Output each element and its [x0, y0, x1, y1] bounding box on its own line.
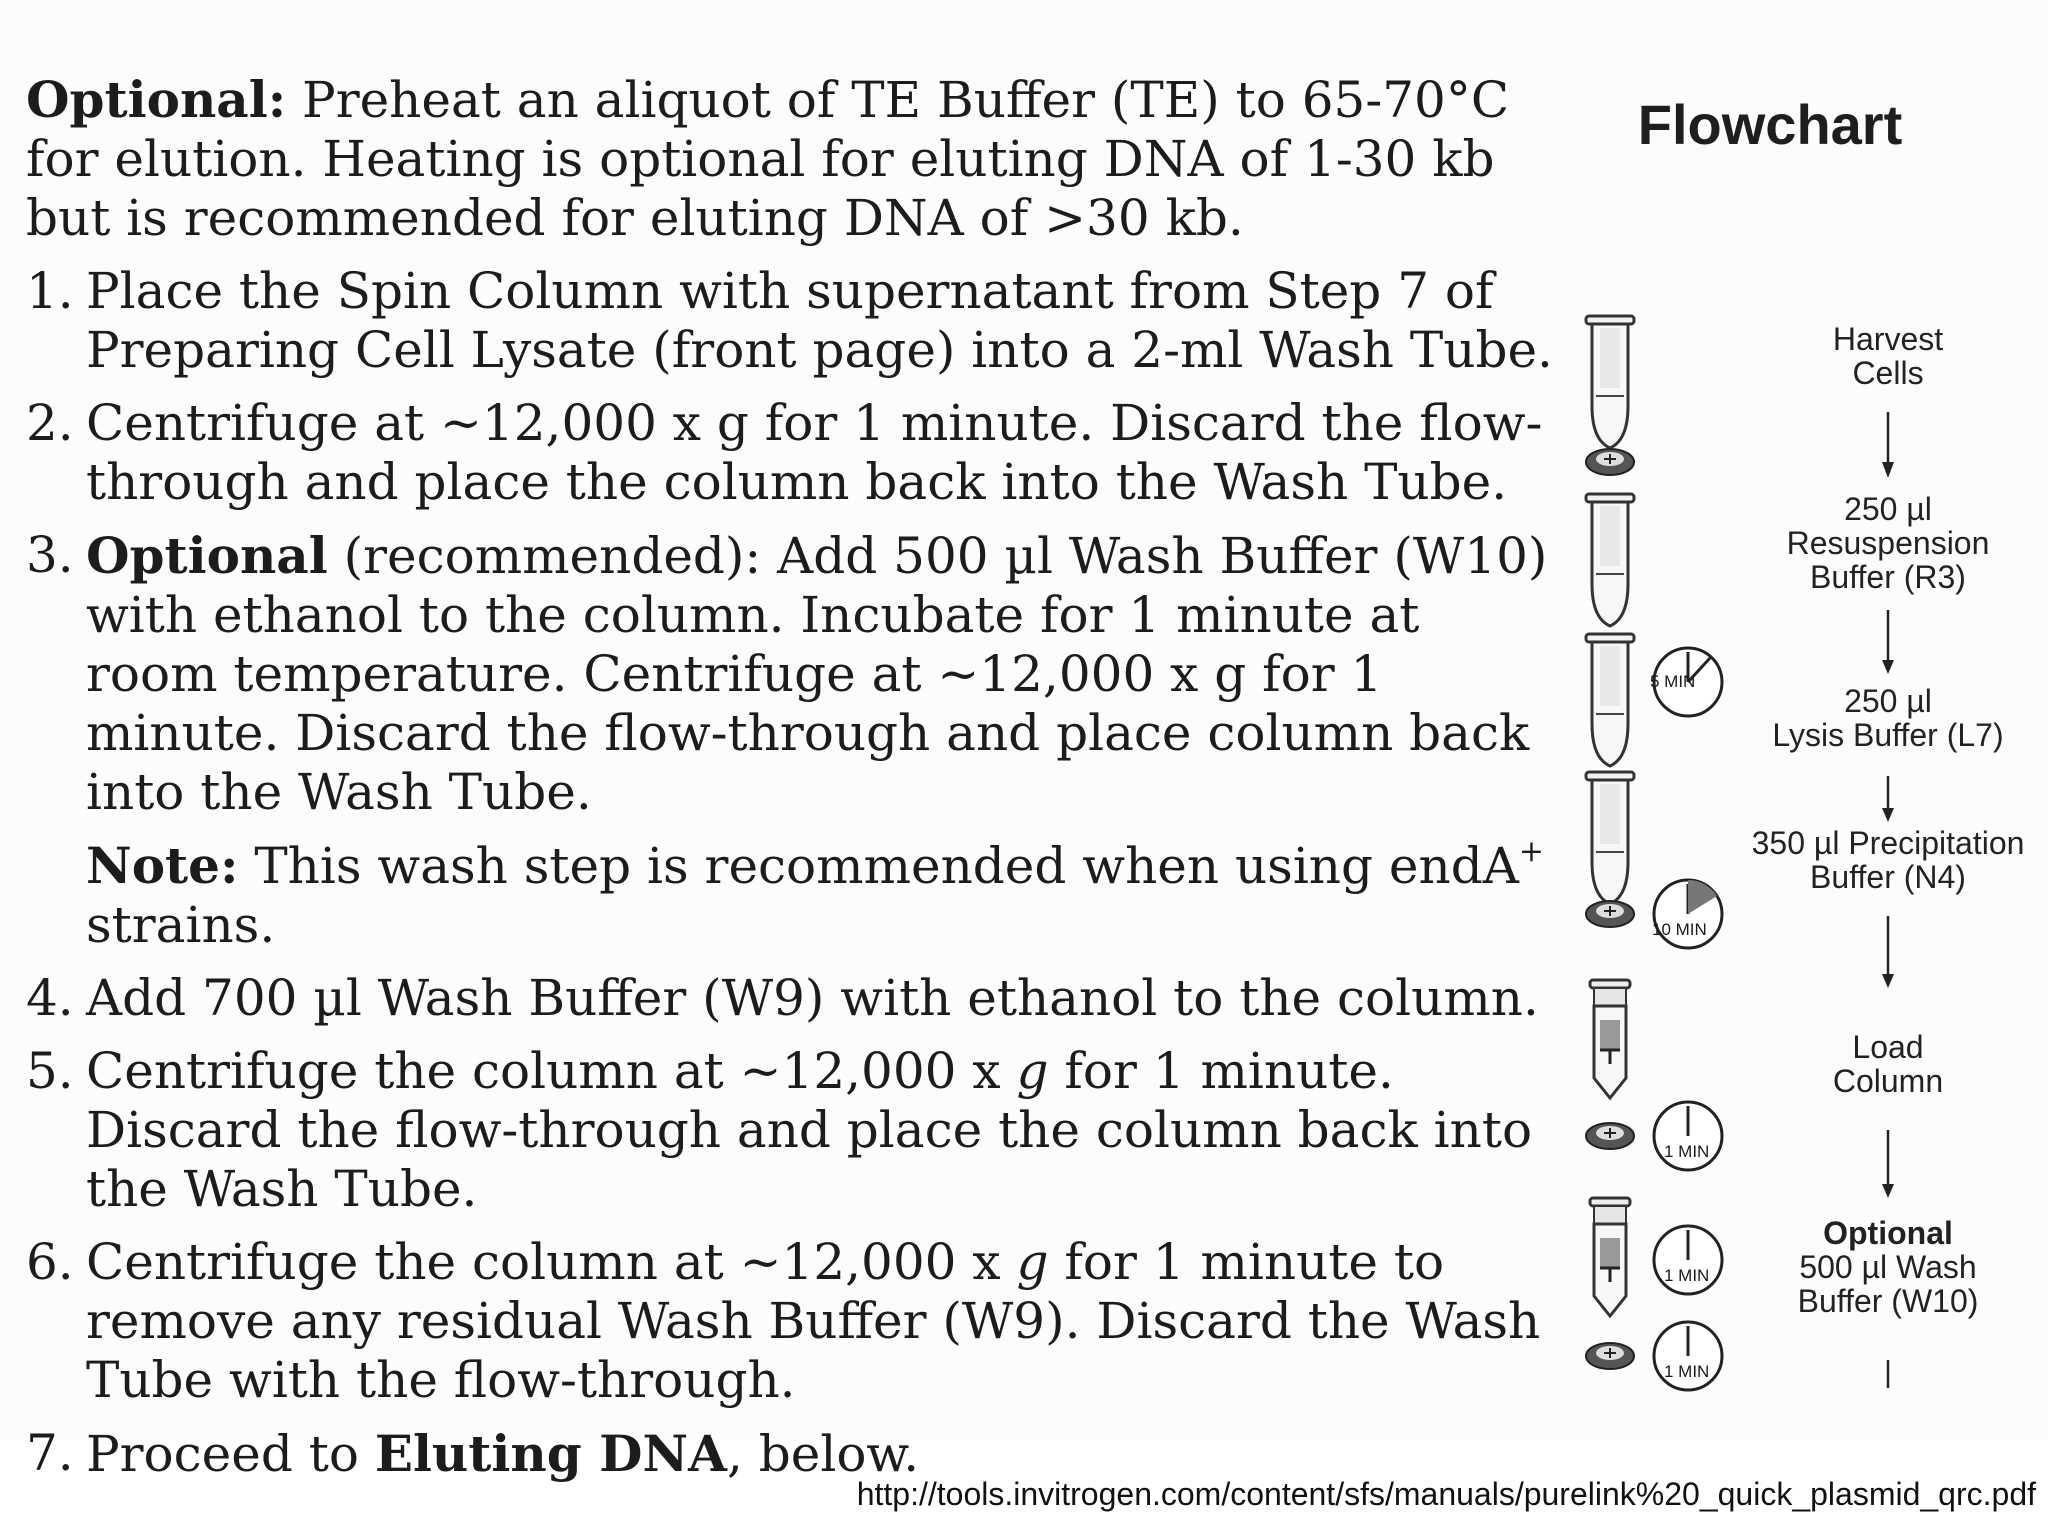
- step-6: [26, 1233, 1566, 1410]
- flow-line: 500 µl Wash: [1799, 1249, 1977, 1285]
- flowchart: [1570, 70, 2048, 1410]
- tube-icon: [1586, 316, 1634, 448]
- note-text: This wash step is recommended when using endA: [238, 837, 1519, 895]
- flow-line: Buffer (R3): [1810, 559, 1966, 595]
- protocol-text: [26, 70, 1566, 1498]
- tube-icon: [1586, 634, 1634, 766]
- timer-label: 1 MIN: [1664, 1142, 1710, 1161]
- intro-bold: Optional:: [26, 70, 287, 129]
- step-number: 1.: [26, 262, 74, 320]
- spin-column-icon: [1590, 980, 1630, 1098]
- step-text: Place the Spin Column with supernatant from Step 7 of Preparing Cell Lysate (front page) into a 2-ml Wash Tube.: [86, 262, 1553, 379]
- flow-line: Optional: [1823, 1215, 1953, 1251]
- flow-line: Buffer (N4): [1810, 859, 1966, 895]
- flow-line: Load: [1852, 1029, 1924, 1065]
- flow-line: Cells: [1852, 355, 1924, 391]
- timer-label: 1 MIN: [1664, 1362, 1710, 1381]
- step-italic: g: [1016, 1042, 1049, 1100]
- step-2: [26, 394, 1566, 512]
- note-superscript: +: [1518, 833, 1544, 869]
- step-number: 4.: [26, 969, 74, 1027]
- flow-line: Lysis Buffer (L7): [1772, 717, 2004, 753]
- step-bold: Eluting DNA: [374, 1424, 727, 1483]
- step-number: 3.: [26, 526, 74, 584]
- flow-step-precipitation: [1728, 826, 2048, 894]
- step-italic: g: [1016, 1233, 1049, 1291]
- step-text: for 1 minute to remove any residual Wash Buffer (W9). Discard the Wash Tube with the flow-through.: [86, 1233, 1541, 1409]
- centrifuge-icon: [1586, 901, 1634, 927]
- flowchart-title: Flowchart: [1637, 93, 1903, 156]
- step-text: , below.: [726, 1425, 920, 1483]
- step-text: Centrifuge at ~12,000 x g for 1 minute. Discard the flow-through and place the column back into the Wash Tube.: [86, 394, 1543, 511]
- step-3: [26, 526, 1566, 955]
- flow-step-load-column: [1728, 1030, 2048, 1098]
- flow-line: 250 µl: [1844, 491, 1932, 527]
- timer-label: 5 MIN: [1650, 672, 1696, 691]
- note-label: Note:: [86, 836, 239, 895]
- step-bold: Optional: [86, 526, 328, 585]
- tube-icon: [1586, 494, 1634, 626]
- step-text-pre: Centrifuge the column at ~12,000 x: [86, 1042, 1017, 1100]
- step-number: 6.: [26, 1233, 74, 1291]
- step-note: [86, 833, 1566, 955]
- flow-line: 250 µl: [1844, 683, 1932, 719]
- step-text-pre: Proceed to: [86, 1425, 375, 1483]
- flow-line: Buffer (W10): [1797, 1283, 1979, 1319]
- flow-step-harvest: [1728, 322, 2048, 390]
- intro-paragraph: [26, 70, 1566, 248]
- steps-list: [26, 262, 1566, 1484]
- flow-line: 350 µl Precipitation: [1751, 825, 2025, 861]
- step-text: for 1 minute. Discard the flow-through and place the column back into the Wash Tube.: [86, 1042, 1533, 1218]
- source-url[interactable]: http://tools.invitrogen.com/content/sfs/manuals/purelink%20_quick_plasmid_qrc.pdf: [856, 1476, 2036, 1512]
- tube-icon: [1586, 772, 1634, 904]
- step-number: 2.: [26, 394, 74, 452]
- step-1: [26, 262, 1566, 380]
- step-text: Add 700 µl Wash Buffer (W9) with ethanol to the column.: [86, 969, 1539, 1027]
- spin-column-icon: [1590, 1198, 1630, 1316]
- step-text-pre: Centrifuge the column at ~12,000 x: [86, 1233, 1017, 1291]
- step-4: [26, 969, 1566, 1028]
- note-tail: strains.: [86, 896, 276, 954]
- step-7: [26, 1424, 1566, 1484]
- centrifuge-icon: [1586, 1123, 1634, 1149]
- centrifuge-icon: [1586, 1343, 1634, 1369]
- flow-line: Column: [1832, 1063, 1944, 1099]
- flow-step-resuspension: [1728, 492, 2048, 594]
- flow-step-lysis: [1728, 684, 2048, 752]
- flow-step-optional-wash: [1728, 1216, 2048, 1318]
- intro-text: Preheat an aliquot of TE Buffer (TE) to 65-70°C for elution. Heating is optional for eluting DNA of 1-30 kb but is recommended for eluting DNA of >30 kb.: [26, 71, 1510, 247]
- flow-line: Harvest: [1832, 321, 1944, 357]
- centrifuge-icon: [1586, 449, 1634, 475]
- timer-label: 10 MIN: [1652, 920, 1707, 939]
- timer-label: 1 MIN: [1664, 1266, 1710, 1285]
- step-number: 7.: [26, 1424, 74, 1482]
- step-number: 5.: [26, 1042, 74, 1100]
- flow-line: Resuspension: [1786, 525, 1990, 561]
- step-5: [26, 1042, 1566, 1219]
- step-text: (recommended): Add 500 µl Wash Buffer (W10) with ethanol to the column. Incubate for 1 minute at room temperature. Centrifuge at ~12,000 x g for 1 minute. Discard the flow-through and place column back into the Wash Tube.: [86, 527, 1548, 821]
